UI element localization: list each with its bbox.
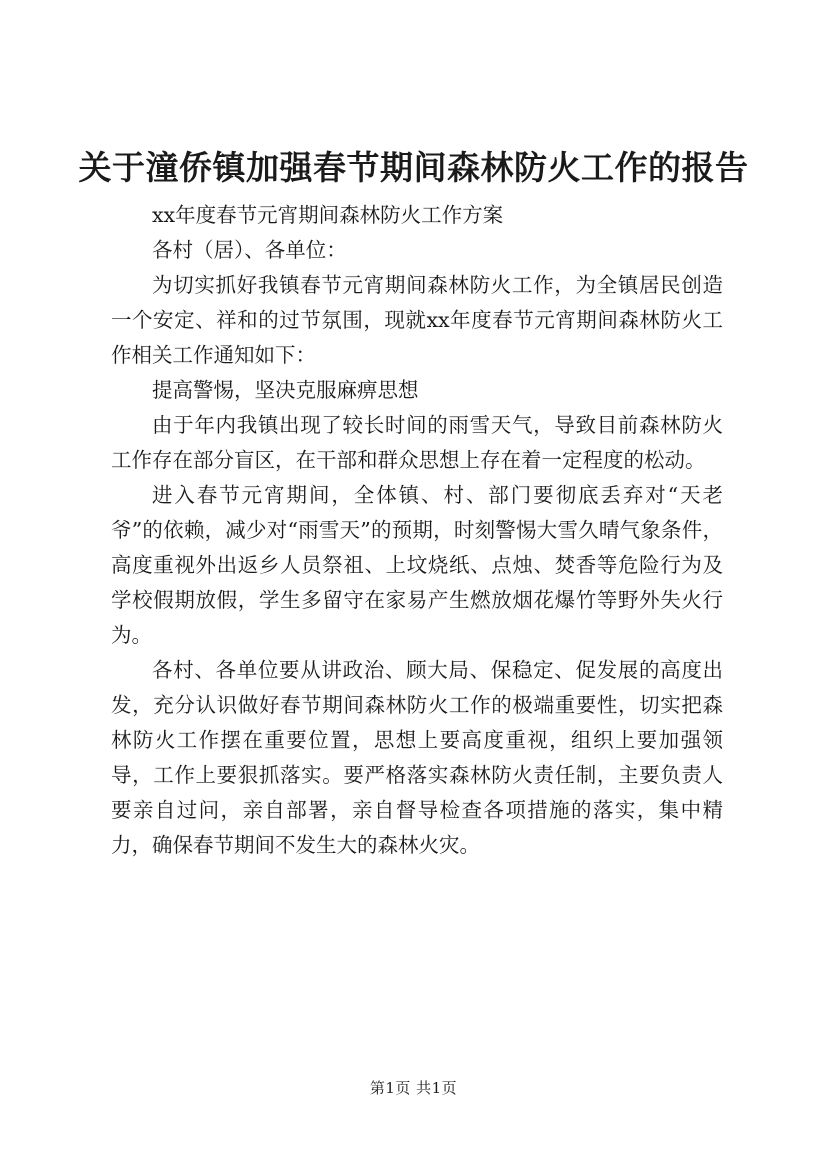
paragraph-weather: 由于年内我镇出现了较长时间的雨雪天气，导致目前森林防火工作存在部分盲区，在干部和群众思想上存在着一定程度的松动。	[111, 413, 723, 472]
paragraph-spring-festival: 进入春节元宵期间，全体镇、村、部门要彻底丢弃对“天老爷”的依赖，减少对“雨雪天”的预期，时刻警惕大雪久晴气象条件，高度重视外出返乡人员祭祖、上坟烧纸、点烛、焚香等危险行为及学校假期放假，学生多留守在家易产生燃放烟花爆竹等野外失火行为。	[111, 483, 723, 647]
paragraph-intro: 为切实抓好我镇春节元宵期间森林防火工作，为全镇居民创造一个安定、祥和的过节氛围，现就xx年度春节元宵期间森林防火工作相关工作通知如下：	[111, 273, 723, 367]
paragraph-plan-title: xx年度春节元宵期间森林防火工作方案	[152, 203, 504, 227]
paragraph-salutation: 各村（居）、各单位：	[152, 238, 347, 262]
document-title: 关于潼侨镇加强春节期间森林防火工作的报告	[78, 148, 749, 187]
paragraph-heading-vigilance: 提高警惕，坚决克服麻痹思想	[152, 378, 419, 402]
document-body	[111, 198, 723, 863]
paragraph-responsibility: 各村、各单位要从讲政治、顾大局、保稳定、促发展的高度出发，充分认识做好春节期间森林防火工作的极端重要性，切实把森林防火工作摆在重要位置，思想上要高度重视，组织上要加强领导，工作上要狠抓落实。要严格落实森林防火责任制，主要负责人要亲自过问，亲自部署，亲自督导检查各项措施的落实，集中精力，确保春节期间不发生大的森林火灾。	[111, 658, 723, 857]
page-footer: 第1页 共1页	[369, 1079, 458, 1097]
